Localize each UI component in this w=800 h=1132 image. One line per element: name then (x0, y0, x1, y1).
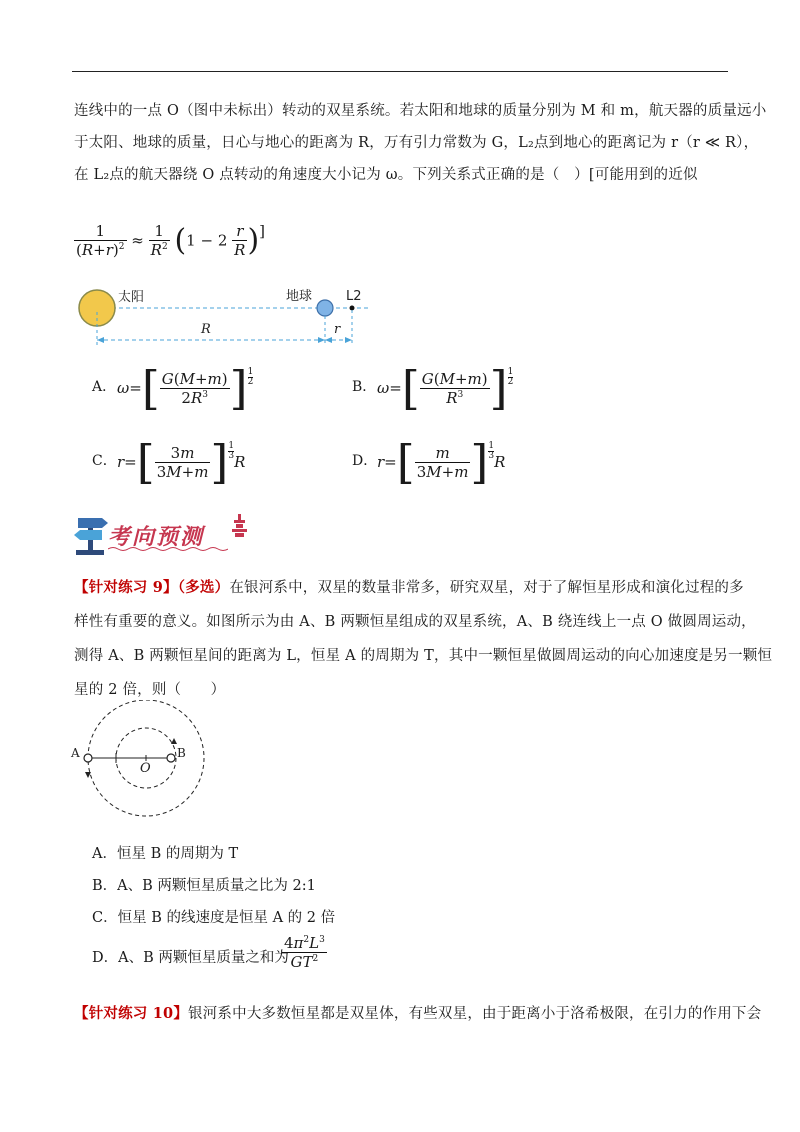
q-prev-line-1: 连线中的一点 O（图中未标出）转动的双星系统。若太阳和地球的质量分别为 M 和 m，航天器的质量远小 (74, 103, 767, 119)
binary-star-diagram (68, 700, 218, 818)
option-a-formula: ω=[ $\frac{G(M+m)}{2R^3}$ ] $\frac{1}{2}$ (117, 361, 254, 415)
q9-line-2: 样性有重要的意义。如图所示为由 A、B 两颗恒星组成的双星系统，A、B 绕连线上一点 O 做圆周运动， (74, 614, 756, 630)
earth-circle (317, 300, 333, 316)
q10-tag: 【针对练习 10】 (74, 1005, 189, 1022)
q-prev-line-3: 在 L₂点的航天器绕 O 点转动的角速度大小记为 ω。下列关系式正确的是（ ）[可能用到的近似 (74, 167, 698, 183)
approx-rhs-fraction: $\frac{1}{R^2}$ (150, 222, 168, 259)
option-a-label: A． (92, 379, 117, 395)
star-a-label: A (71, 746, 80, 760)
center-o-label: O (140, 761, 151, 776)
signpost-icon (72, 510, 112, 556)
R-label: R (201, 322, 211, 337)
earth-label: 地球 (286, 289, 313, 304)
header-rule (72, 71, 728, 72)
option-d-formula: r=[ $\frac{m}{3M+m}$ ] $\frac{1}{3}$ R (377, 435, 506, 489)
q9-line-1-text: 在银河系中，双星的数量非常多，研究双星，对于了解恒星形成和演化过程的多 (229, 580, 744, 596)
approx-formula: $\frac{1}{(R+r)^2}$ ≈ $\frac{1}{R^2}$ (1 − 2 $\frac{r}{R}$ )] (76, 222, 266, 259)
banner-title: 考向预测 (108, 525, 205, 550)
l2-point (350, 306, 355, 311)
r-label: r (334, 322, 341, 337)
option-c-formula: r=[ $\frac{3m}{3M+m}$ ] $\frac{1}{3}$ R (117, 435, 246, 489)
option-d-label: D． (352, 453, 378, 469)
q9-line-4: 星的 2 倍，则（ ） (74, 682, 226, 698)
q10-line-1 (74, 1004, 761, 1024)
q9-choice-d-formula: $\frac{4\pi^2L^3}{GT^2}$ (284, 934, 325, 971)
option-c-label: C． (92, 453, 117, 469)
q9-choice-d: D．A、B 两颗恒星质量之和为 (92, 950, 289, 966)
q9-choice-c: C．恒星 B 的线速度是恒星 A 的 2 倍 (92, 910, 336, 926)
option-b-label: B． (352, 379, 377, 395)
q-prev-line-2: 于太阳、地球的质量，日心与地心的距离为 R，万有引力常数为 G，L₂点到地心的距离记为 r（r ≪ R）， (74, 135, 759, 151)
approx-close-bracket: ] (259, 222, 266, 240)
approx-lhs-fraction: $\frac{1}{(R+r)^2}$ (76, 222, 125, 259)
section-banner (72, 510, 252, 556)
banner-underline (108, 546, 228, 552)
l2-label: L2 (346, 289, 362, 304)
option-b-formula: ω=[ $\frac{G(M+m)}{R^3}$ ] $\frac{1}{2}$ (377, 361, 514, 415)
q9-choice-a: A．恒星 B 的周期为 T (92, 846, 239, 862)
q10-text: 银河系中大多数恒星都是双星体，有些双星，由于距离小于洛希极限，在引力的作用下会 (188, 1006, 762, 1022)
star-b (167, 754, 175, 762)
star-a (84, 754, 92, 762)
q9-line-1 (74, 578, 744, 598)
q9-tag: 【针对练习 9】 (74, 579, 178, 596)
sun-earth-l2-diagram (70, 282, 380, 352)
q9-choice-b: B．A、B 两颗恒星质量之比为 2:1 (92, 878, 316, 894)
q9-line-3: 测得 A、B 两颗恒星间的距离为 L，恒星 A 的周期为 T，其中一颗恒星做圆周运动的向心加速度是另一颗恒 (74, 648, 773, 664)
q9-multi-select-tag: （多选） (177, 579, 230, 596)
star-b-label: B (177, 746, 186, 760)
tower-icon (230, 512, 250, 538)
sun-label: 太阳 (118, 290, 145, 305)
